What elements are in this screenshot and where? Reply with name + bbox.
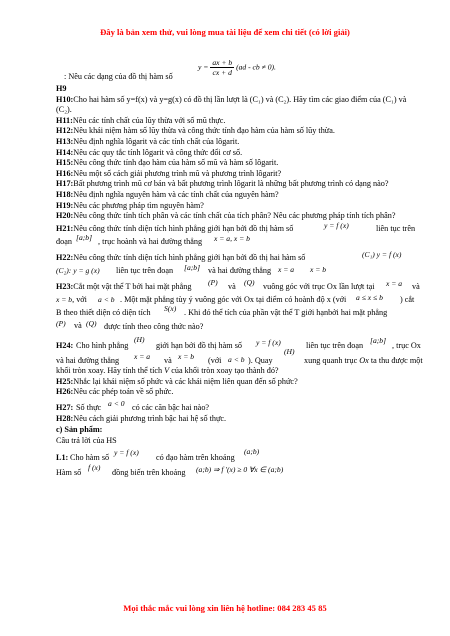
section-c-title: c) Sản phẩm: bbox=[56, 424, 103, 434]
h24-text-j1: xung quanh trục Ox ta thu được một bbox=[304, 355, 423, 365]
h23-text-h: B theo thiết diện có diện tích bbox=[56, 307, 151, 317]
l1-interval: (a;b) bbox=[244, 446, 260, 456]
h24-xa: x = a bbox=[134, 351, 151, 361]
l2-text-b: đồng biến trên khoảng bbox=[112, 467, 186, 477]
h26-text: Nêu các phép toán về số phức. bbox=[73, 387, 174, 397]
h21-lines: x = a, x = b bbox=[214, 233, 250, 243]
h24-text-e: và hai đường thẳng bbox=[56, 355, 120, 365]
h22-curve1: (C₁) y = f (x) bbox=[362, 249, 402, 259]
h24-text-a: Cho hình phẳng bbox=[76, 340, 129, 350]
h11-label: H11: bbox=[56, 115, 73, 125]
formula-lhs: y = bbox=[198, 62, 209, 72]
h23-plane-q: (Q) bbox=[244, 277, 255, 287]
h28-text: Nêu cách giải phương trình bậc hai hệ số thực. bbox=[73, 414, 227, 424]
h15-label: H15: bbox=[56, 158, 74, 168]
l1-label: L1: bbox=[56, 452, 69, 462]
h13-text: Nêu định nghĩa lôgarit và các tính chất của lôgarit. bbox=[73, 136, 240, 146]
h25-label: H25: bbox=[56, 376, 74, 386]
formula bbox=[198, 58, 276, 77]
h22-interval: [a;b] bbox=[184, 262, 201, 272]
h23-and: và bbox=[228, 281, 236, 291]
formula-fraction bbox=[210, 58, 234, 77]
h23-xb: x = b bbox=[56, 294, 73, 304]
h24-xb: x = b bbox=[178, 351, 195, 361]
h20-label: H20: bbox=[56, 211, 74, 221]
h23-cond: a ≤ x ≤ b bbox=[356, 292, 383, 302]
h24-text-b: giới hạn bởi đồ thị hàm số bbox=[156, 340, 242, 350]
h22-text-b: liên tục trên đoạn bbox=[116, 265, 174, 275]
h12-text: Nêu khái niệm hàm số lũy thừa và công thức tính đạo hàm của hàm số lũy thừa. bbox=[73, 126, 335, 136]
h17-label: H17: bbox=[56, 179, 74, 189]
h18-text: Nêu định nghĩa nguyên hàm và các tính chất của nguyên hàm? bbox=[73, 189, 279, 199]
h24-and: và bbox=[164, 355, 172, 365]
h23-text-a: Cắt một vật thể T bởi hai mặt phẳng bbox=[73, 281, 192, 291]
h23-plane-q2: (Q) bbox=[86, 318, 97, 328]
l1-text-a: Cho hàm số bbox=[70, 452, 110, 462]
h10-text: Cho hai hàm số y=f(x) và y=g(x) có đồ thị lần lượt là (C₁) và (C₂). Hãy tìm các giao điểm của (C₁) và (C₂). bbox=[56, 94, 407, 115]
h21-text-c: đoạn bbox=[56, 236, 72, 246]
h24-text-d: , trục Ox bbox=[392, 340, 421, 350]
h27-math: a < 0 bbox=[108, 399, 125, 409]
h23-altb: a < b bbox=[98, 294, 115, 304]
h24-region: (H) bbox=[134, 334, 145, 344]
intro-line bbox=[56, 60, 422, 84]
h23-text-c: và bbox=[412, 281, 420, 291]
h12-label: H12: bbox=[56, 126, 74, 136]
h13-label: H13: bbox=[56, 136, 74, 146]
h22-xa: x = a bbox=[278, 264, 295, 274]
h24-text-c: liên tục trên đoạn bbox=[306, 340, 364, 350]
formula-numerator: ax + b bbox=[212, 58, 233, 67]
h19-text: Nêu các phương pháp tìm nguyên hàm? bbox=[73, 200, 204, 210]
h24-label: H24: bbox=[56, 340, 74, 350]
h27-label: H27: bbox=[56, 403, 74, 413]
h23-and2: và bbox=[74, 320, 82, 330]
h21-label: H21: bbox=[56, 223, 74, 233]
h23-text-j: được tính theo công thức nào? bbox=[104, 321, 204, 331]
h16-label: H16: bbox=[56, 168, 74, 178]
h21-text-d: , trục hoành và hai đường thẳng bbox=[98, 236, 203, 246]
h10-label: H10: bbox=[56, 94, 74, 104]
section-c-subtitle: Câu trả lời của HS bbox=[56, 435, 117, 445]
document-body bbox=[56, 60, 422, 479]
h11-text: Nêu các tính chất của lũy thừa với số mũ thực. bbox=[72, 115, 226, 125]
h23-text-e: , với bbox=[72, 294, 87, 304]
l2-text-a: Hàm số bbox=[56, 467, 82, 477]
h22-text-c: và hai đường thẳng bbox=[208, 265, 272, 275]
formula-condition: (ad - cb ≠ 0). bbox=[236, 62, 276, 72]
l2-math: (a;b) ⇒ f '(x) ≥ 0 ∀x ∈ (a;b) bbox=[196, 464, 284, 474]
h24-text-i: ). Quay bbox=[248, 355, 273, 365]
h23-plane-p2: (P) bbox=[56, 318, 66, 328]
hotline-banner: Mọi thắc mắc vui lòng xin liên hệ hotline: 084 283 45 85 bbox=[123, 603, 327, 613]
h22-curve2: (C₂): y = g (x) bbox=[56, 265, 100, 275]
h9-label: H9 bbox=[56, 84, 67, 93]
h14-label: H14: bbox=[56, 147, 74, 157]
h21-func: y = f (x) bbox=[324, 220, 349, 230]
h23-label: H23: bbox=[56, 281, 74, 291]
h26-label: H26: bbox=[56, 387, 74, 397]
h23-text-g: ) cắt bbox=[400, 294, 415, 304]
h28-label: H28: bbox=[56, 414, 74, 424]
intro-text: : Nêu các dạng của đồ thị hàm số bbox=[64, 72, 173, 81]
h21-text-a: Nêu công thức tính diện tích hình phẳng giới hạn bởi đồ thị hàm số bbox=[73, 223, 294, 233]
h22-xb: x = b bbox=[310, 264, 327, 274]
h24-region2: (H) bbox=[284, 346, 295, 356]
h22-label: H22: bbox=[56, 252, 74, 262]
h24-altb: a < b bbox=[228, 354, 245, 364]
l2-func: f (x) bbox=[88, 462, 101, 472]
h24-func: y = f (x) bbox=[256, 337, 281, 347]
h23-text-f: . Một mặt phẳng tùy ý vuông góc với Ox tại điểm có hoành độ x (với bbox=[120, 294, 347, 304]
h24-interval: [a;b] bbox=[370, 335, 387, 345]
h27-text-a: Số thực bbox=[76, 403, 102, 413]
h25-text: Nhắc lại khái niệm số phức và các khái niệm liên quan đến số phức? bbox=[73, 376, 298, 386]
h21-text-b: liên tục trên bbox=[376, 223, 416, 233]
l1-text-b: có đạo hàm trên khoảng bbox=[156, 452, 235, 462]
h21-interval: [a;b] bbox=[76, 232, 93, 242]
h27-text-b: có các căn bậc hai nào? bbox=[132, 403, 210, 413]
l1-func: y = f (x) bbox=[114, 447, 139, 457]
h16-text: Nêu một số cách giải phương trình mũ và phương trình lôgarit? bbox=[73, 168, 282, 178]
h23-text-b: vuông góc với trục Ox lần lượt tại bbox=[263, 281, 375, 291]
h24-text-j2: khối tròn xoay. Hãy tính thể tích V của khối tròn xoay tạo thành đó? bbox=[56, 365, 279, 375]
h23-area: S(x) bbox=[164, 303, 177, 313]
preview-banner: Đây là bản xem thử, vui lòng mua tài liệu để xem chi tiết (có lời giải) bbox=[100, 27, 350, 37]
formula-denominator: cx + d bbox=[212, 68, 232, 77]
h15-text: Nêu công thức tính đạo hàm của hàm số mũ và hàm số lôgarit. bbox=[73, 158, 279, 168]
h17-text: Bất phương trình mũ cơ bản và bất phương trình lôgarit là những bất phương trình có dạng nào? bbox=[73, 179, 389, 189]
h18-label: H18: bbox=[56, 189, 74, 199]
h23-plane-p: (P) bbox=[208, 277, 218, 287]
h24-text-g: (với bbox=[208, 355, 222, 365]
h22-text-a: Nêu công thức tính diện tích hình phẳng giới hạn bởi đồ thị hai hàm số bbox=[73, 252, 306, 262]
h23-text-i: . Khi đó thể tích của phần vật thể T giới hạnbởi hai mặt phẳng bbox=[184, 307, 388, 317]
h19-label: H19: bbox=[56, 200, 74, 210]
h14-text: Nêu các quy tắc tính lôgarit và công thức đổi cơ số. bbox=[73, 147, 243, 157]
h23-xa: x = a bbox=[386, 278, 403, 288]
h20-text: Nêu công thức tính tích phân và các tính chất của tích phân? Nêu các phương pháp tính tích phân? bbox=[73, 211, 396, 221]
